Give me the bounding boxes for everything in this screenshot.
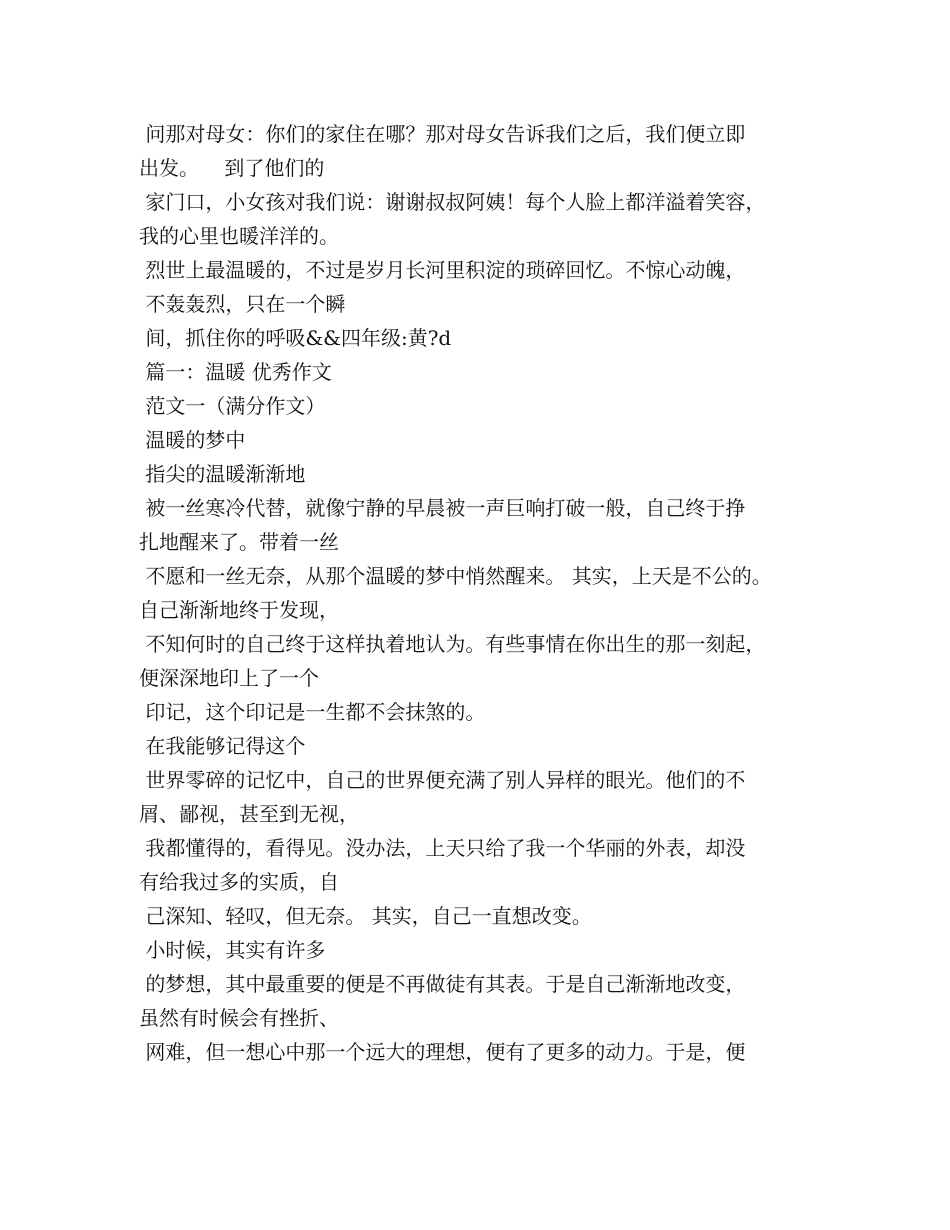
text-line: 不轰轰烈，只在一个瞬 (139, 292, 346, 316)
text-line: 不知何时的自己终于这样执着地认为。有些事情在你出生的那一刻起， (139, 632, 766, 656)
text-line: 不愿和一丝无奈，从那个温暖的梦中悄然醒来。 其实，上天是不公的。 (139, 564, 772, 588)
text-line: 烈世上最温暖的，不过是岁月长河里积淀的琐碎回忆。不惊心动魄， (139, 258, 746, 282)
text-line: 己深知、轻叹，但无奈。 其实，自己一直想改变。 (139, 904, 592, 928)
text-line: 在我能够记得这个 (139, 734, 306, 758)
text-line: 范文一（满分作文） (139, 394, 326, 418)
text-line: 出发。 到了他们的 (139, 156, 325, 180)
text-line: 自己渐渐地终于发现， (139, 598, 339, 622)
essay-title: 温暖的梦中 (139, 428, 246, 452)
text-line: 我的心里也暖洋洋的。 (139, 224, 339, 248)
text-line: 扎地醒来了。带着一丝 (139, 530, 339, 554)
text-line: 间，抓住你的呼吸&&四年级:黄?d (139, 326, 452, 350)
text-line: 印记，这个印记是一生都不会抹煞的。 (139, 700, 486, 724)
text-line: 的梦想，其中最重要的便是不再做徒有其表。于是自己渐渐地改变， (139, 972, 746, 996)
text-line: 有给我过多的实质，自 (139, 870, 339, 894)
text-line: 小时候，其实有许多 (139, 938, 326, 962)
text-line: 网难，但一想心中那一个远大的理想，便有了更多的动力。于是，便 (139, 1040, 746, 1064)
document-body (139, 117, 839, 1069)
text-line: 便深深地印上了一个 (139, 666, 319, 690)
text-line: 我都懂得的，看得见。没办法，上天只给了我一个华丽的外表，却没 (139, 836, 746, 860)
text-line: 指尖的温暖渐渐地 (139, 462, 306, 486)
text-line: 问那对母女：你们的家住在哪？那对母女告诉我们之后，我们便立即 (139, 122, 746, 146)
text-line: 世界零碎的记忆中，自己的世界便充满了别人异样的眼光。他们的不 (139, 768, 746, 792)
text-line: 虽然有时候会有挫折、 (139, 1006, 339, 1030)
text-line: 家门口，小女孩对我们说：谢谢叔叔阿姨！每个人脸上都洋溢着笑容， (139, 190, 766, 214)
text-line: 屑、鄙视，甚至到无视， (139, 802, 359, 826)
section-heading: 篇一：温暖 优秀作文 (139, 360, 332, 384)
text-line: 被一丝寒冷代替，就像宁静的早晨被一声巨响打破一般，自己终于挣 (139, 496, 746, 520)
